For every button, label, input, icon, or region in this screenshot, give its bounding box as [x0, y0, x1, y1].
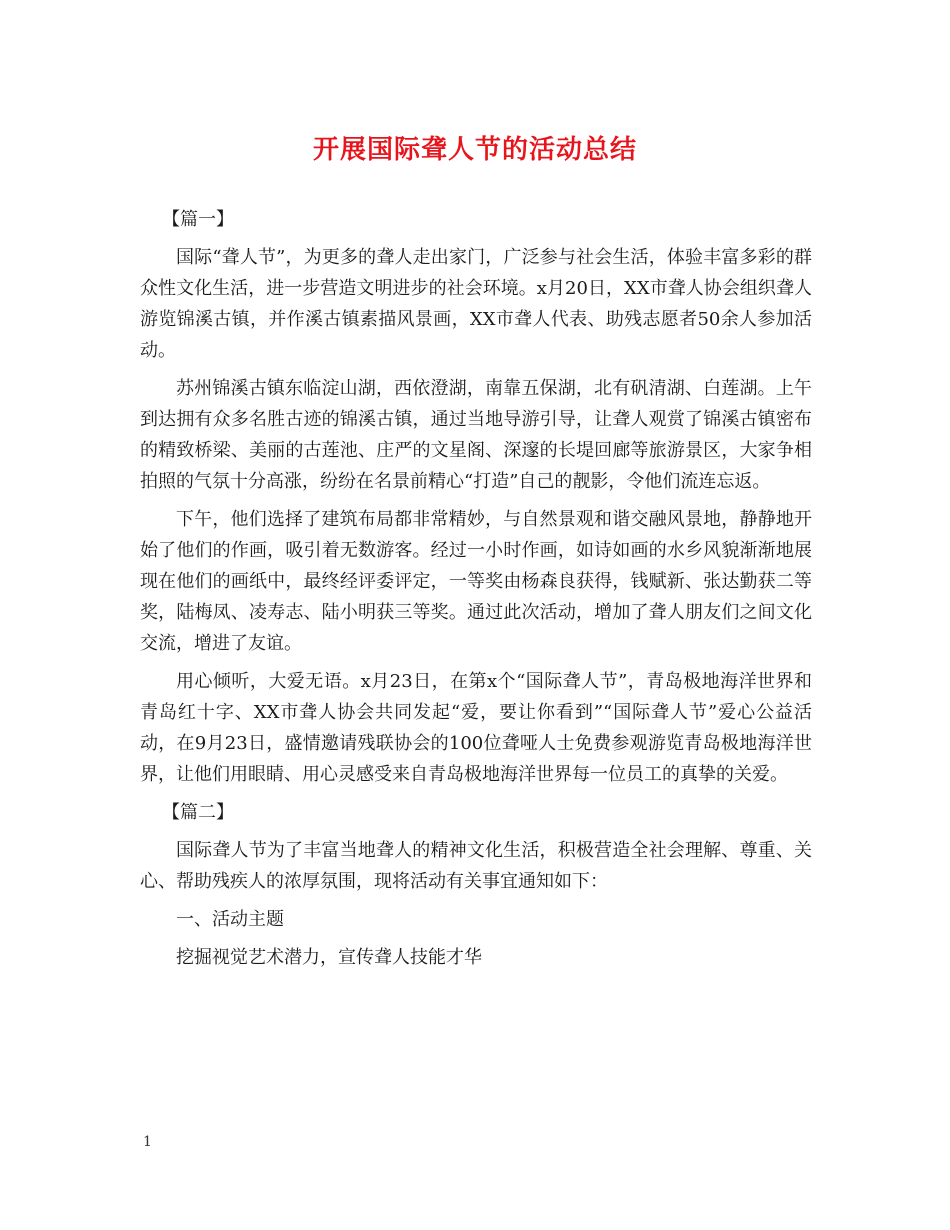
document-body	[140, 204, 812, 980]
document-title: 开展国际聋人节的活动总结	[312, 135, 637, 165]
section-heading-1: 【篇一】	[162, 209, 234, 230]
paragraph-2: 苏州锦溪古镇东临淀山湖，西依澄湖，南靠五保湖，北有矾清湖、白莲湖。上午到达拥有众多名胜古迹的锦溪古镇，通过当地导游引导，让聋人观赏了锦溪古镇密布的精致桥梁、美丽的古莲池、庄严的文星阁、深邃的长堤回廊等旅游景区，大家争相拍照的气氛十分高涨，纷纷在名景前精心“打造”自己的靓影，令他们流连忘返。	[140, 378, 812, 492]
paragraph-7: 挖掘视觉艺术潜力，宣传聋人技能才华	[176, 947, 482, 968]
paragraph-3: 下午，他们选择了建筑布局都非常精妙，与自然景观和谐交融风景地，静静地开始了他们的作画，吸引着无数游客。经过一小时作画，如诗如画的水乡风貌渐渐地展现在他们的画纸中，最终经评委评定，一等奖由杨森良获得，钱赋新、张达勤获二等奖，陆梅凤、凌寿志、陆小明获三等奖。通过此次活动，增加了聋人朋友们之间文化交流，增进了友谊。	[140, 509, 812, 654]
paragraph-1: 国际“聋人节”，为更多的聋人走出家门，广泛参与社会生活，体验丰富多彩的群众性文化生活，进一步营造文明进步的社会环境。x月20日，XX市聋人协会组织聋人游览锦溪古镇，并作溪古镇素描风景画，XX市聋人代表、助残志愿者50余人参加活动。	[140, 247, 812, 361]
paragraph-6: 一、活动主题	[176, 909, 284, 930]
paragraph-4: 用心倾听，大爱无语。x月23日，在第x个“国际聋人节”，青岛极地海洋世界和青岛红十字、XX市聋人协会共同发起“爱，要让你看到”“国际聋人节”爱心公益活动，在9月23日，盛情邀请残联协会的100位聋哑人士免费参观游览青岛极地海洋世界，让他们用眼睛、用心灵感受来自青岛极地海洋世界每一位员工的真挚的关爱。	[140, 671, 812, 785]
section-heading-2: 【篇二】	[162, 802, 234, 823]
paragraph-5: 国际聋人节为了丰富当地聋人的精神文化生活，积极营造全社会理解、尊重、关心、帮助残疾人的浓厚氛围，现将活动有关事宜通知如下：	[140, 840, 812, 892]
page-number: 1	[143, 1134, 152, 1150]
